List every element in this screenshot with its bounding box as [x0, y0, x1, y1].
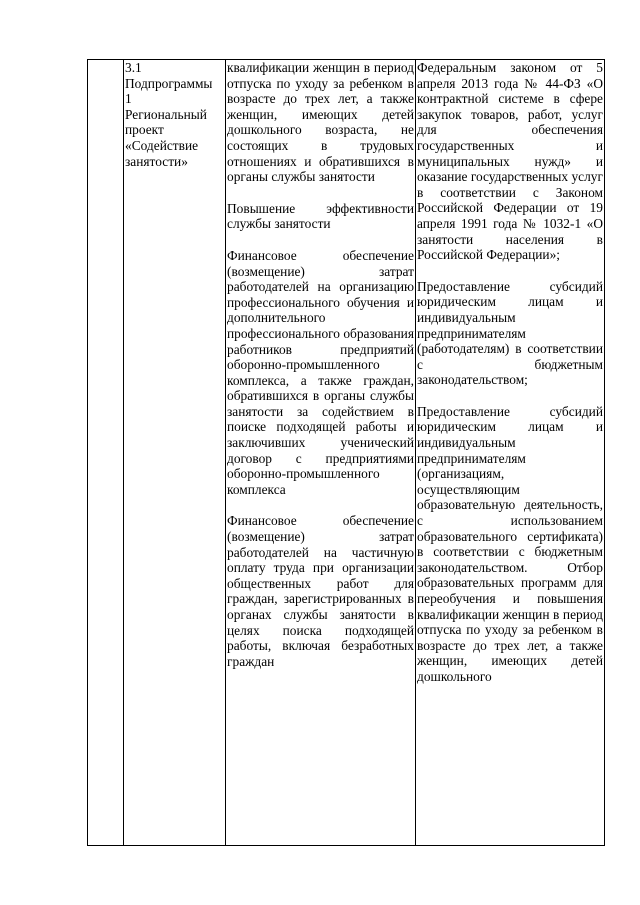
measure-paragraph: квалификации женщин в период отпуска по уходу за ребенком в возрасте до трех лет, а также женщин, имеющих детей дошкольного возраста, не состоящих в трудовых отношениях и обратившихся в органы службы занятости	[227, 60, 414, 185]
cell-program	[124, 60, 226, 846]
program-line: занятости»	[125, 153, 188, 169]
program-line: Региональный	[125, 106, 207, 122]
measure-paragraph: Финансовое обеспечение (возмещение) затрат работодателей на частичную оплату труда при организации общественных работ для граждан, зарегистрированных в органах службы занятости в целях поиска подходящей работы, включая безработных граждан	[227, 513, 414, 669]
cell-measures	[226, 60, 416, 846]
program-line: проект	[125, 122, 164, 138]
program-line: Подпрограммы	[125, 75, 213, 91]
program-line: 1	[125, 91, 132, 107]
program-line: «Содействие	[125, 137, 199, 153]
program-table	[87, 59, 605, 846]
table-row	[88, 60, 605, 846]
program-line: 3.1	[125, 60, 142, 75]
mechanism-paragraph: Предоставление субсидий юридическим лицам и индивидуальным предпринимателям (организациям, осуществляющим образовательную деятельность, с использованием образовательного сертификата) в соответствии с бюджетным законодательством. Отбор образовательных программ для переобучения и повышения квалификации женщин в период отпуска по уходу за ребенком в возрасте до трех лет, а также женщин, имеющих детей дошкольного	[417, 403, 603, 684]
cell-mechanism	[416, 60, 605, 846]
mechanism-paragraph: Предоставление субсидий юридическим лицам и индивидуальным предпринимателям (работодателям) в соответствии с бюджетным законодательством;	[417, 278, 603, 388]
measure-paragraph: Финансовое обеспечение (возмещение) затрат работодателей на организацию профессионального обучения и дополнительного профессионального образования работников предприятий оборонно-промышленного комплекса, а также граждан, обратившихся в органы службы занятости за содействием в поиске подходящей работы и заключивших ученический договор с предприятиями оборонно-промышленного комплекса	[227, 247, 414, 497]
measure-paragraph: Повышение эффективности службы занятости	[227, 200, 414, 232]
mechanism-paragraph: Федеральным законом от 5 апреля 2013 года № 44-ФЗ «О контрактной системе в сфере закупок товаров, работ, услуг для обеспечения государственных и муниципальных нужд» и оказание государственных услуг в соответствии с Законом Российской Федерации от 19 апреля 1991 года № 1032-1 «О занятости населения в Российской Федерации»;	[417, 60, 603, 263]
cell-number	[88, 60, 124, 846]
